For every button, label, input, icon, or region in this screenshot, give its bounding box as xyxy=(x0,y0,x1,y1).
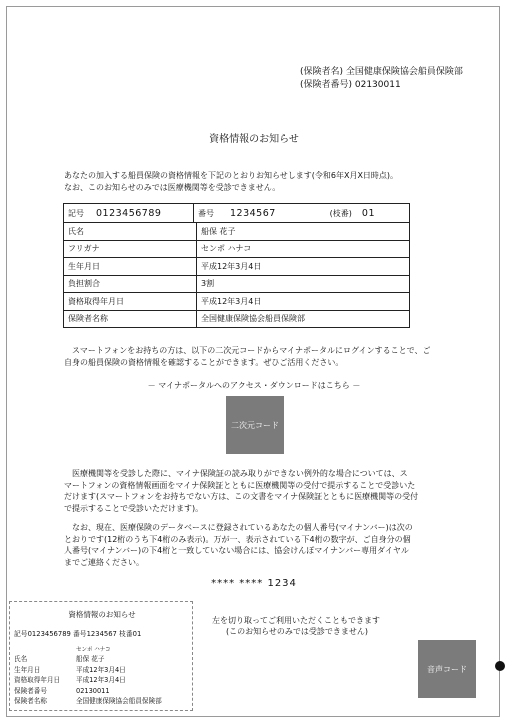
row-value: 平成12年3月4日 xyxy=(197,293,410,311)
cut-note-line: 左を切り取ってご利用いただくこともできます xyxy=(212,616,380,625)
insurer-name: (保険者名) 全国健康保険協会船員保険部 xyxy=(300,67,463,77)
table-row xyxy=(64,310,410,328)
access-caption: － マイナポータルへのアクセス・ダウンロードはこちら － xyxy=(147,381,361,390)
row-label: 生年月日 xyxy=(64,258,197,276)
table-row xyxy=(64,204,410,223)
voice-label: 音声コード xyxy=(427,664,467,674)
row-label: 保険者名称 xyxy=(64,310,197,328)
kigo-value: 0123456789 xyxy=(96,207,162,219)
intro-line: あなたの加入する船員保険の資格情報を下記のとおりお知らせします(令和6年X月X日時点)。 xyxy=(64,171,399,180)
card-row xyxy=(14,696,162,707)
paragraph-line: マートフォンの資格情報画面をマイナ保険証とともに医療機関等の受付で提示することで受診いた xyxy=(64,480,416,490)
row-label: 負担割合 xyxy=(64,275,197,293)
medical-text xyxy=(64,468,444,514)
paragraph-line: スマートフォンをお持ちの方は、以下の二次元コードからマイナポータルにログインすることで、ご xyxy=(72,346,431,355)
card-row-label: 保険者番号 xyxy=(14,686,47,695)
table-row xyxy=(64,240,410,258)
page-title: 資格情報のお知らせ xyxy=(209,134,299,145)
card-row-label: 生年月日 xyxy=(14,665,41,674)
cut-note-line: (このお知らせのみでは受診できません) xyxy=(226,627,369,636)
card-row xyxy=(14,675,162,686)
paragraph-line: で提示することで受診いただけます)。 xyxy=(64,503,204,513)
table-row xyxy=(64,223,410,241)
paragraph-line: なお、現在、医療保険のデータベースに登録されているあなたの個人番号(マイナンバー)は次の xyxy=(72,523,413,532)
card-row xyxy=(14,686,162,697)
cut-note xyxy=(212,615,380,637)
card-row-label: 資格取得年月日 xyxy=(14,676,61,685)
cutout-card xyxy=(9,601,193,711)
intro-text xyxy=(64,170,444,193)
paragraph-line: 人番号(マイナンバー)の下4桁と一致していない場合には、協会けんぽマイナンバー専用ダイヤル xyxy=(64,546,409,555)
row-value: 船保 花子 xyxy=(197,223,410,241)
notch-marker xyxy=(495,661,505,671)
table-row xyxy=(64,293,410,311)
card-row-value: 平成12年3月4日 xyxy=(76,665,126,674)
paragraph-line: 医療機関等を受診した際に、マイナ保険証の読み取りができない例外的な場合については、ス xyxy=(72,469,408,478)
mynumber-text xyxy=(64,522,444,568)
masked-number: **** **** 1234 xyxy=(211,578,297,589)
card-kigo-line: 記号0123456789 番号1234567 枝番01 xyxy=(14,630,142,638)
card-row-value: 平成12年3月4日 xyxy=(76,676,126,685)
card-row xyxy=(14,654,162,665)
card-row xyxy=(14,665,162,676)
edaban-value: 01 xyxy=(361,207,375,219)
row-label: 氏名 xyxy=(64,223,197,241)
card-title: 資格情報のお知らせ xyxy=(68,610,136,619)
card-row-value: 全国健康保険協会船員保険部 xyxy=(76,697,162,706)
qr-label: 二次元コード xyxy=(231,420,279,430)
kigo-label: 記号 xyxy=(68,208,84,218)
card-row-value: 02130011 xyxy=(76,686,110,695)
qr-code[interactable] xyxy=(226,396,284,454)
voice-code[interactable] xyxy=(418,640,476,698)
edaban-label: (枝番) xyxy=(329,208,352,218)
row-value: センポ ハナコ xyxy=(197,240,410,258)
bango-label: 番号 xyxy=(198,208,214,218)
paragraph-line: だけます(スマートフォンをお持ちでない方は、この文書をマイナ保険証とともに医療機関等の受付 xyxy=(64,492,419,501)
insurer-info xyxy=(300,66,463,92)
paragraph-line: とおりです(12桁のうち下4桁のみ表示)。万が一、表示されている下4桁の数字が、ご自身分の個 xyxy=(64,534,411,544)
card-details xyxy=(14,654,162,707)
row-label: 資格取得年月日 xyxy=(64,293,197,311)
insurer-number: (保険者番号) 02130011 xyxy=(300,80,401,90)
table-row xyxy=(64,275,410,293)
intro-line: なお、このお知らせのみでは医療機関等を受診できません。 xyxy=(64,182,281,192)
smartphone-text xyxy=(64,345,444,368)
row-label: フリガナ xyxy=(64,240,197,258)
card-row-label: 氏名 xyxy=(14,655,28,663)
paragraph-line: までご連絡ください。 xyxy=(64,557,144,567)
card-row-label: 保険者名称 xyxy=(14,697,47,706)
table-row xyxy=(64,258,410,276)
card-row-value: 船保 花子 xyxy=(76,655,105,663)
paragraph-line: 自身の船員保険の資格情報を確認することができます。ぜひご活用ください。 xyxy=(64,357,344,367)
row-value: 全国健康保険協会船員保険部 xyxy=(197,310,410,328)
bango-value: 1234567 xyxy=(230,207,276,219)
qualification-table xyxy=(63,203,410,328)
card-furigana: センポ ハナコ xyxy=(76,647,111,653)
row-value: 3割 xyxy=(197,275,410,293)
row-value: 平成12年3月4日 xyxy=(197,258,410,276)
